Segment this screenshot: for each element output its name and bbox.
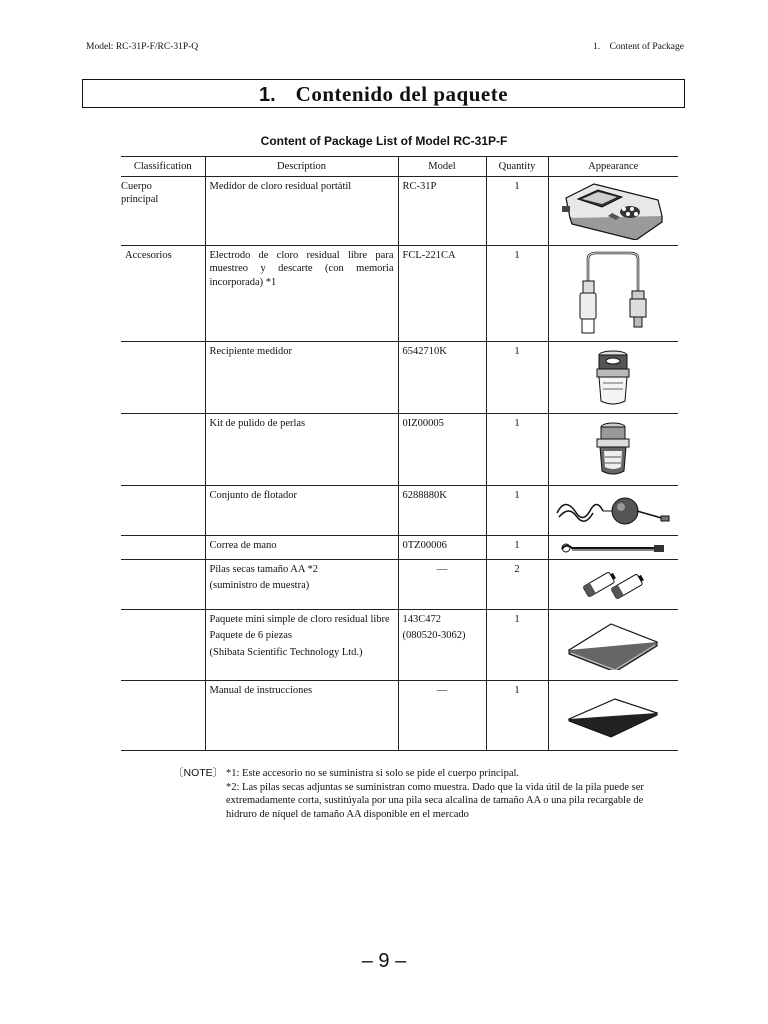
appearance-cell <box>548 681 678 751</box>
table-header-row <box>121 157 678 177</box>
table-caption: Content of Package List of Model RC-31P-F <box>260 134 508 148</box>
bead-polishing-kit-icon <box>593 421 633 479</box>
model-cell <box>398 610 486 681</box>
description-cell: Manual de instrucciones <box>205 681 398 751</box>
classification-cell <box>121 681 205 751</box>
appearance-cell <box>548 486 678 536</box>
description-line: Pilas secas tamaño AA *2 <box>209 564 318 575</box>
float-assembly-icon <box>553 491 673 531</box>
model-cell: RC-31P <box>398 177 486 246</box>
description-line: Paquete mini simple de cloro residual libre <box>209 614 390 625</box>
model-cell: 6542710K <box>398 342 486 414</box>
table-row <box>121 536 678 560</box>
aa-batteries-icon <box>578 567 648 603</box>
classification-cell <box>121 610 205 681</box>
appearance-cell <box>548 414 678 486</box>
col-header-model: Model <box>398 157 486 177</box>
section-number: 1. <box>258 84 276 106</box>
col-header-description: Description <box>205 157 398 177</box>
table-row <box>121 486 678 536</box>
model-cell: — <box>398 681 486 751</box>
model-cell: FCL-221CA <box>398 246 486 342</box>
description-line: Paquete de 6 piezas <box>209 630 293 642</box>
classification-cell <box>121 342 205 414</box>
header-model: Model: RC-31P-F/RC-31P-Q <box>86 42 199 52</box>
model-cell: — <box>398 560 486 610</box>
col-header-quantity: Quantity <box>486 157 548 177</box>
description-cell: Correa de mano <box>205 536 398 560</box>
hand-strap-icon <box>558 541 668 555</box>
classification-cell <box>121 560 205 610</box>
table-row <box>121 681 678 751</box>
appearance-cell <box>548 536 678 560</box>
description-line: (suministro de muestra) <box>209 580 310 592</box>
note-1: *1: Este accesorio no se suministra si solo se pide el cuerpo principal. <box>226 768 520 779</box>
table-row <box>121 177 678 246</box>
table-row <box>121 414 678 486</box>
classification-cell <box>121 414 205 486</box>
table-row <box>121 560 678 610</box>
appearance-cell <box>548 342 678 414</box>
description-cell: Medidor de cloro residual portátil <box>205 177 398 246</box>
description-cell: Electrodo de cloro residual libre para muestreo y descarte (con memoria incorporada) *1 <box>205 246 398 342</box>
appearance-cell <box>548 246 678 342</box>
quantity-cell: 1 <box>486 486 548 536</box>
table-row <box>121 342 678 414</box>
table-row <box>121 246 678 342</box>
appearance-cell <box>548 177 678 246</box>
quantity-cell: 1 <box>486 246 548 342</box>
header-section: 1. Content of Package <box>592 42 684 52</box>
quantity-cell: 2 <box>486 560 548 610</box>
section-title-text: Contenido del paquete <box>295 82 509 106</box>
reagent-pack-icon <box>565 620 661 670</box>
classification-cell: Cuerpo principal <box>121 177 205 246</box>
note-tag: 〔NOTE〕 <box>173 767 224 779</box>
col-header-appearance: Appearance <box>548 157 678 177</box>
instruction-manual-icon <box>565 693 661 739</box>
description-line: (Shibata Scientific Technology Ltd.) <box>209 646 363 658</box>
model-cell: 6288880K <box>398 486 486 536</box>
note-2: *2: Las pilas secas adjuntas se suministran como muestra. Dado que la vida útil de la pila puede ser extremadamente corta, sustitúyala por una pila seca alcalina de tamaño AA o una pila recargable de hidruro de níquel de tamaño AA disponible en el mercado <box>226 781 644 820</box>
description-cell <box>205 560 398 610</box>
page-number: – 9 – <box>361 950 407 972</box>
quantity-cell: 1 <box>486 610 548 681</box>
appearance-cell <box>548 610 678 681</box>
classification-cell: Accesorios <box>121 246 205 342</box>
description-cell: Conjunto de flotador <box>205 486 398 536</box>
description-cell: Recipiente medidor <box>205 342 398 414</box>
model-cell: 0TZ00006 <box>398 536 486 560</box>
description-cell: Kit de pulido de perlas <box>205 414 398 486</box>
measuring-container-icon <box>593 349 633 407</box>
quantity-cell: 1 <box>486 342 548 414</box>
model-cell: 0IZ00005 <box>398 414 486 486</box>
electrode-icon <box>568 251 658 337</box>
appearance-cell <box>548 560 678 610</box>
section-title <box>82 79 685 108</box>
table-row <box>121 610 678 681</box>
quantity-cell: 1 <box>486 414 548 486</box>
classification-cell <box>121 486 205 536</box>
col-header-classification: Classification <box>121 157 205 177</box>
classification-cell <box>121 536 205 560</box>
notes-block <box>173 767 666 822</box>
quantity-cell: 1 <box>486 177 548 246</box>
model-line: 143C472 <box>402 614 442 625</box>
model-line: (080520-3062) <box>402 630 466 642</box>
package-contents-table <box>121 156 678 751</box>
description-cell <box>205 610 398 681</box>
portable-meter-icon <box>560 182 666 240</box>
quantity-cell: 1 <box>486 681 548 751</box>
quantity-cell: 1 <box>486 536 548 560</box>
